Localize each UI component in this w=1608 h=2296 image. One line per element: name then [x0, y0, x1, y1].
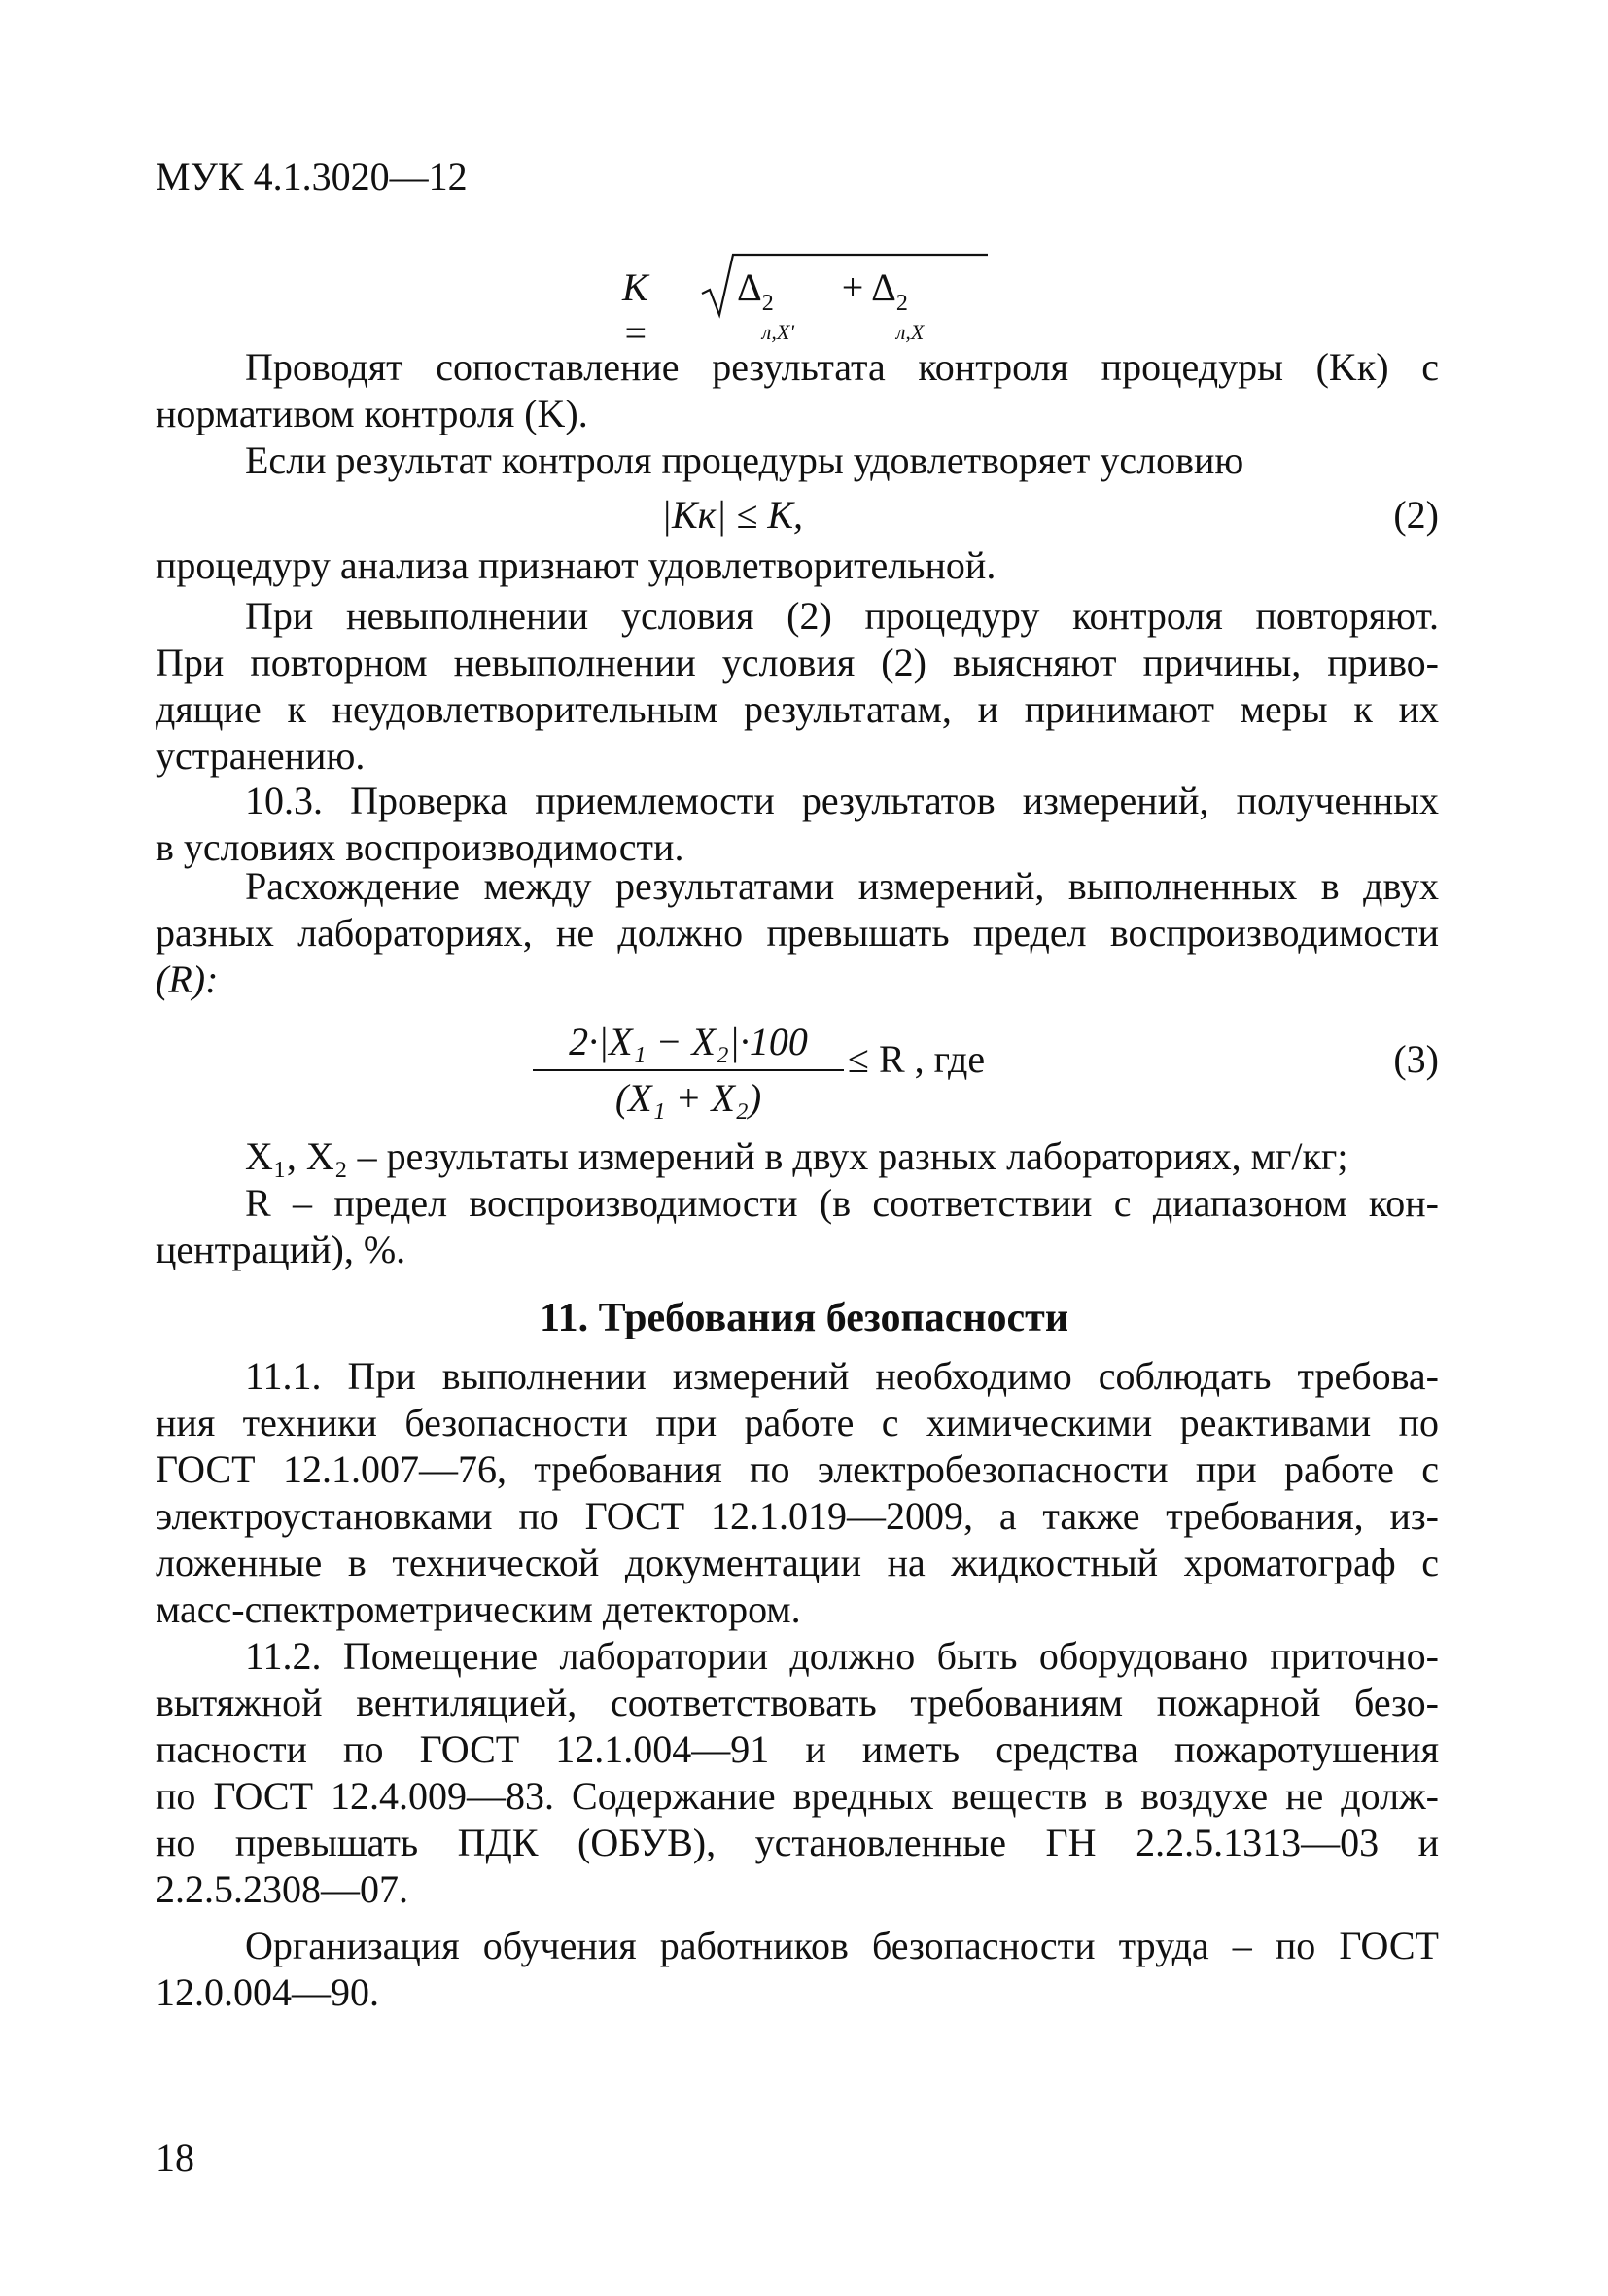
equation-2-number: (2) [1393, 493, 1439, 537]
p6-line1: Расхождение между результатами измерений, выполненных в двух [245, 864, 1439, 908]
p4-line4: устранению. [156, 734, 366, 778]
formula-plus: + [841, 265, 864, 309]
p10-line1: Организация обучения работников безопасности труда – по ГОСТ [245, 1924, 1439, 1967]
p8-line3: ГОСТ 12.1.007—76, требования по электробезопасности при работе с [156, 1447, 1439, 1491]
equation-2: |Kк| ≤ K, [661, 493, 804, 537]
p5-line2: в условиях воспроизводимости. [156, 825, 684, 869]
p8-line1: 11.1. При выполнении измерений необходимо соблюдать требова- [245, 1354, 1439, 1398]
page-number: 18 [156, 2136, 194, 2179]
p9-line4: по ГОСТ 12.4.009—83. Содержание вредных веществ в воздухе не долж- [156, 1774, 1439, 1818]
p7-line1: X₁, X₂ – результаты измерений в двух разных лабораториях, мг/кг; [245, 1134, 1348, 1178]
p2-line1: Если результат контроля процедуры удовлетворяет условию [245, 438, 1244, 482]
equation-3-number: (3) [1393, 1037, 1439, 1081]
document-page: МУК 4.1.3020—12 K = Δ 2 л,X' + Δ 2 л,X Проводят сопоставление результата контроля процедуры (Kк) с нормативом контроля (K). Если результат контроля процедуры удовлетворяет условию |Kк| ≤ K, (2) процедуру анализа признают удовлетворительной. При невыполнении условия (2) процедуру контроля повторяют. При повторном невыполнении условия (2) выясняют причины, приво- дящие к неудовлетворительным результатам, и принимают меры к их устранению. 10.3. Проверка приемлемости результатов измерений, полученных в условиях воспроизводимости. Расхождение между результатами измерений, выполненных в двух разных лабораториях, не должно превышать предел воспроизводимости (R): 2·|X₁ − X₂|·100 (X₁ + X₂) ≤ R , где (3) X₁, X₂ – результаты измерений в двух разных лабораториях, мг/кг; R – предел воспроизводимости (в соответствии с диапазоном кон- центраций), %. 11. Требования безопасности 11.1. При выполнении измерений необходимо соблюдать требова- ния техники безопасности при работе с химическими реактивами по ГОСТ 12.1.007—76, требования по электробезопасности при работе с электроустановками по ГОСТ 12.1.019—2009, а также требования, из- ложенные в технической документации на жидкостный хроматограф с масс-спектрометрическим детектором. 11.2. Помещение лаборатории должно быть оборудовано приточно- вытяжной вентиляцией, соответствовать требованиям пожарной безо- пасности по ГОСТ 12.1.004—91 и иметь средства пожаротушения по ГОСТ 12.4.009—83. Содержание вредных веществ в воздухе не долж- но превышать ПДК (ОБУВ), установленные ГН 2.2.5.1313—03 и 2.2.5.2308—07. Организация обучения работников безопасности труда – по ГОСТ 12.0.004—90. 18 [0, 0, 1608, 2296]
p8-line4: электроустановками по ГОСТ 12.1.019—2009, а также требования, из- [156, 1494, 1439, 1538]
formula-sub2: л,X [895, 320, 925, 344]
fraction-bar [533, 1069, 844, 1071]
equation-3-fraction [533, 1017, 844, 1124]
p8-line5: ложенные в технической документации на жидкостный хроматограф с [156, 1541, 1439, 1584]
p6-line2: разных лабораториях, не должно превышать предел воспроизводимости [156, 911, 1439, 955]
formula-sub1: л,X' [761, 320, 794, 344]
p9-line6: 2.2.5.2308—07. [156, 1867, 408, 1911]
p6-line3: (R): [156, 957, 219, 1001]
p1-line1: Проводят сопоставление результата контроля процедуры (Kк) с [245, 345, 1439, 389]
formula-term1: Δ [737, 265, 762, 309]
p9-line5: но превышать ПДК (ОБУВ), установленные ГН 2.2.5.1313—03 и [156, 1821, 1439, 1864]
p9-line1: 11.2. Помещение лаборатории должно быть оборудовано приточно- [245, 1634, 1439, 1678]
p4-line2: При повторном невыполнении условия (2) выясняют причины, приво- [156, 641, 1439, 684]
equation-3-denominator: (X₁ + X₂) [614, 1076, 762, 1120]
p8-line6: масс-спектрометрическим детектором. [156, 1587, 801, 1631]
p3-line1: процедуру анализа признают удовлетворительной. [156, 543, 996, 587]
p10-line2: 12.0.004—90. [156, 1970, 379, 2014]
formula-term2: Δ [871, 265, 896, 309]
p7-line3: центраций), %. [156, 1228, 406, 1271]
p7-line2: R – предел воспроизводимости (в соответствии с диапазоном кон- [245, 1181, 1439, 1225]
p8-line2: ния техники безопасности при работе с химическими реактивами по [156, 1401, 1439, 1444]
equation-3-numerator: 2·|X₁ − X₂|·100 [569, 1020, 808, 1063]
doc-code-header: МУК 4.1.3020—12 [156, 155, 468, 198]
equation-3-rhs: ≤ R , где [848, 1037, 986, 1081]
formula-lhs: K = [622, 265, 648, 355]
p9-line2: вытяжной вентиляцией, соответствовать требованиям пожарной безо- [156, 1681, 1439, 1724]
p4-line3: дящие к неудовлетворительным результатам, и принимают меры к их [156, 687, 1439, 731]
p4-line1: При невыполнении условия (2) процедуру контроля повторяют. [245, 594, 1439, 638]
p1-line2: нормативом контроля (K). [156, 392, 588, 435]
section-heading: 11. Требования безопасности [539, 1296, 1069, 1340]
p5-line1: 10.3. Проверка приемлемости результатов измерений, полученных [245, 779, 1439, 822]
p9-line3: пасности по ГОСТ 12.1.004—91 и иметь средства пожаротушения [156, 1727, 1439, 1771]
